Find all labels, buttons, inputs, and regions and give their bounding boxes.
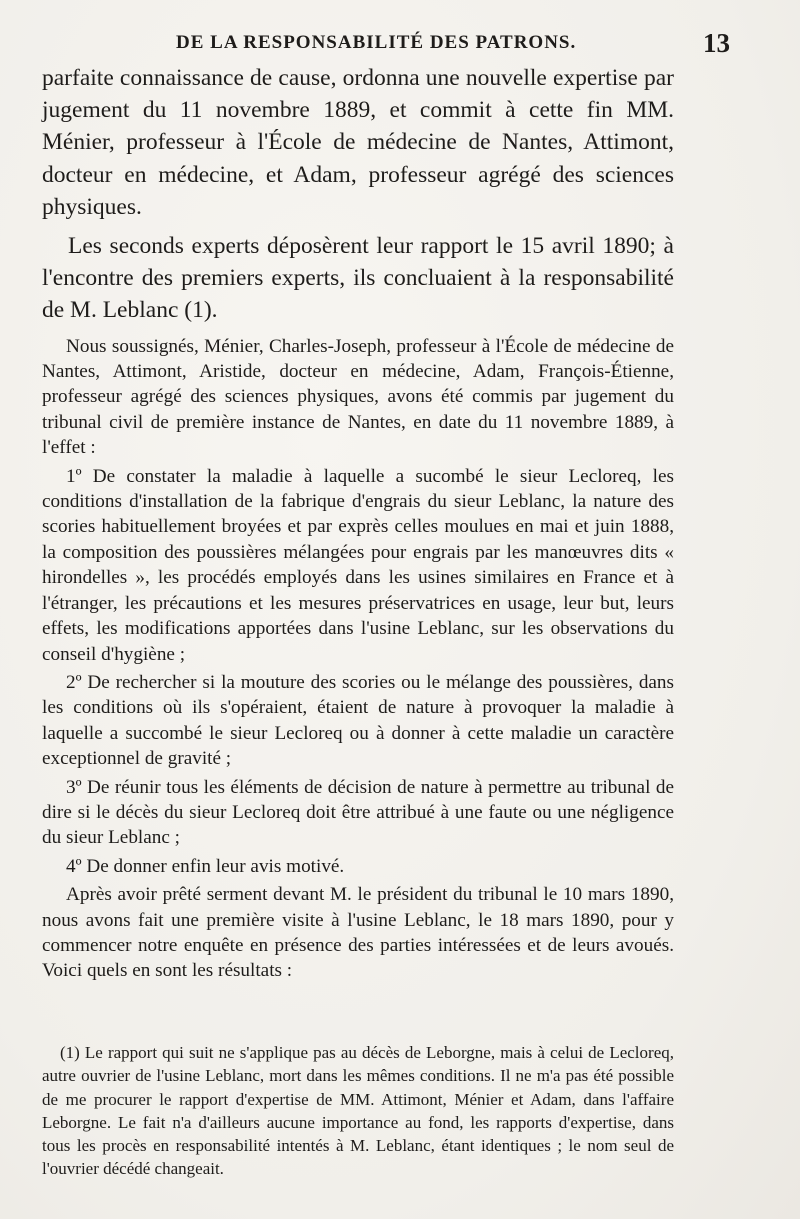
report-item-1: 1º De constater la maladie à laquelle a sucombé le sieur Lecloreq, les conditions d'installation de la fabrique d'engrais du sieur Leblanc, la nature des scories habituellement broyées et par exprès celles moulues en mai et juin 1888, la composition des poussières mélangées pour engrais par les manœuvres dits « hirondelles », les procédés employés dans les usines similaires en France et à l'étranger, les précautions et les mesures préservatrices en usage, leur but, leurs effets, les modifications apportées dans l'usine Leblanc, sur les observations du conseil d'hygiène ;	[42, 465, 674, 665]
report-visit: Après avoir prêté serment devant M. le président du tribunal le 10 mars 1890, nous avons fait une première visite à l'usine Leblanc, le 18 mars 1890, pour y commencer notre enquête en présence des parties intéressées et de leurs avoués. Voici quels en sont les résultats :	[42, 884, 674, 982]
body-text	[42, 62, 674, 987]
report-intro: Nous soussignés, Ménier, Charles-Joseph, professeur à l'École de médecine de Nantes, Attimont, Aristide, docteur en médecine, Adam, François-Étienne, professeur agrégé des sciences physiques, avons été commis par jugement du tribunal civil de première instance de Nantes, en date du 11 novembre 1889, à l'effet :	[42, 335, 674, 459]
running-head: DE LA RESPONSABILITÉ DES PATRONS.	[176, 32, 577, 53]
paragraph-expertise-order: parfaite connaissance de cause, ordonna une nouvelle expertise par jugement du 11 novembre 1889, et commit à cette fin MM. Ménier, professeur à l'École de médecine de Nantes, Attimont, docteur en médecine, et Adam, professeur agrégé des sciences physiques.	[42, 65, 674, 220]
paragraph-second-experts: Les seconds experts déposèrent leur rapport le 15 avril 1890; à l'encontre des premiers experts, ils concluaient à la responsabilité de M. Leblanc (1).	[42, 233, 674, 324]
page-number: 13	[703, 28, 730, 58]
footnotes	[42, 1041, 674, 1181]
report-item-4: 4º De donner enfin leur avis motivé.	[66, 855, 345, 877]
report-item-3: 3º De réunir tous les éléments de décision de nature à permettre au tribunal de dire si le décès du sieur Lecloreq doit être attribué à une faute ou une négligence du sieur Leblanc ;	[42, 776, 674, 849]
footnote-1: (1) Le rapport qui suit ne s'applique pas au décès de Leborgne, mais à celui de Lecloreq, autre ouvrier de l'usine Leblanc, mort dans les mêmes conditions. Il ne m'a pas été possible de me procurer le rapport d'expertise de MM. Attimont, Ménier et Adam, dans l'affaire Leborgne. Le fait n'a d'ailleurs aucune importance au fond, les rapports d'expertise, dans tous les procès en responsabilité intentés à M. Leblanc, étant identiques ; le nom seul de l'ouvrier décédé changeait.	[42, 1043, 674, 1179]
report-item-2: 2º De rechercher si la mouture des scories ou le mélange des poussières, dans les conditions où ils s'opéraient, étaient de nature à provoquer la maladie à laquelle a succombé le sieur Lecloreq ou à donner à cette maladie un caractère exceptionnel de gravité ;	[42, 671, 674, 770]
page-header	[42, 28, 730, 58]
